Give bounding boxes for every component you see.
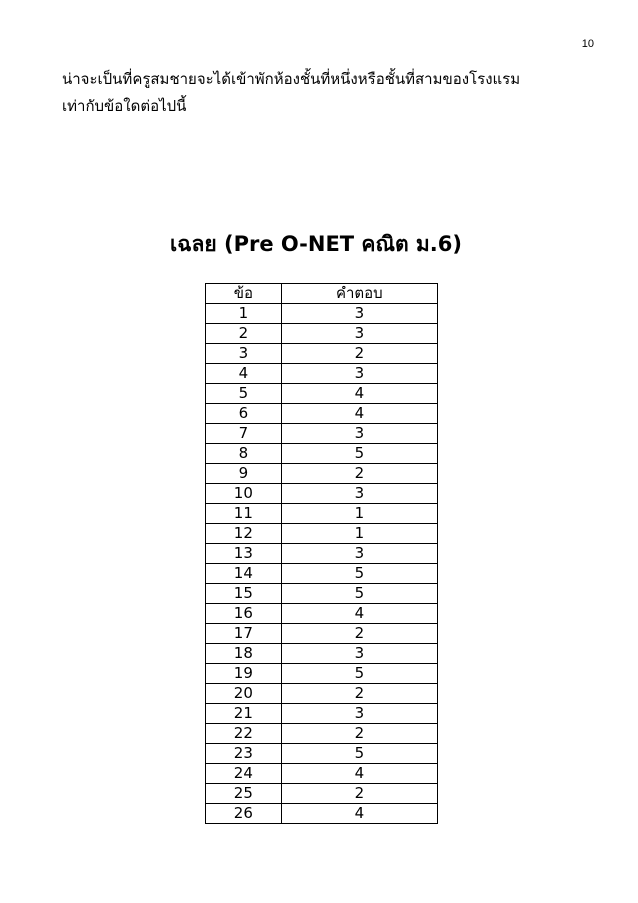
table-row: [206, 744, 438, 764]
table-row: [206, 644, 438, 664]
table-row: [206, 544, 438, 564]
question-number-cell: 7: [206, 424, 282, 444]
table-row: [206, 364, 438, 384]
table-row: [206, 524, 438, 544]
question-number-cell: 6: [206, 404, 282, 424]
question-number-cell: 9: [206, 464, 282, 484]
table-row: [206, 344, 438, 364]
table-row: [206, 504, 438, 524]
answer-cell: 5: [281, 564, 437, 584]
header-question-number: ข้อ: [206, 284, 282, 304]
question-number-cell: 14: [206, 564, 282, 584]
answer-key-table: [205, 283, 438, 824]
answer-cell: 3: [281, 304, 437, 324]
answer-cell: 5: [281, 744, 437, 764]
question-number-cell: 17: [206, 624, 282, 644]
question-number-cell: 24: [206, 764, 282, 784]
answer-cell: 2: [281, 344, 437, 364]
answer-cell: 4: [281, 804, 437, 824]
answer-cell: 1: [281, 524, 437, 544]
page-number: 10: [581, 38, 594, 50]
answer-cell: 2: [281, 464, 437, 484]
question-number-cell: 18: [206, 644, 282, 664]
answer-cell: 2: [281, 724, 437, 744]
answer-cell: 5: [281, 444, 437, 464]
question-number-cell: 10: [206, 484, 282, 504]
question-number-cell: 25: [206, 784, 282, 804]
table-row: [206, 624, 438, 644]
question-number-cell: 1: [206, 304, 282, 324]
answer-cell: 3: [281, 324, 437, 344]
question-number-cell: 3: [206, 344, 282, 364]
answer-rows: [206, 304, 438, 824]
answer-cell: 2: [281, 684, 437, 704]
table-row: [206, 304, 438, 324]
question-number-cell: 8: [206, 444, 282, 464]
table-row: [206, 804, 438, 824]
table-header-row: [206, 284, 438, 304]
answer-cell: 3: [281, 364, 437, 384]
question-number-cell: 23: [206, 744, 282, 764]
question-number-cell: 15: [206, 584, 282, 604]
question-number-cell: 20: [206, 684, 282, 704]
table-row: [206, 724, 438, 744]
table-row: [206, 384, 438, 404]
question-number-cell: 16: [206, 604, 282, 624]
question-number-cell: 4: [206, 364, 282, 384]
question-number-cell: 26: [206, 804, 282, 824]
answer-cell: 3: [281, 644, 437, 664]
question-number-cell: 19: [206, 664, 282, 684]
table-row: [206, 424, 438, 444]
table-row: [206, 444, 438, 464]
table-row: [206, 464, 438, 484]
question-number-cell: 21: [206, 704, 282, 724]
answer-cell: 3: [281, 704, 437, 724]
table-row: [206, 684, 438, 704]
answer-cell: 4: [281, 604, 437, 624]
question-text: [62, 66, 602, 120]
header-answer: คำตอบ: [281, 284, 437, 304]
question-line-2: เท่ากับข้อใดต่อไปนี้: [62, 97, 187, 115]
table-row: [206, 404, 438, 424]
question-number-cell: 12: [206, 524, 282, 544]
answer-key-title-text: เฉลย (Pre O-NET คณิต ม.6): [170, 232, 462, 256]
answer-cell: 3: [281, 484, 437, 504]
answer-cell: 5: [281, 584, 437, 604]
table-row: [206, 604, 438, 624]
table-row: [206, 564, 438, 584]
answer-cell: 2: [281, 624, 437, 644]
answer-cell: 4: [281, 384, 437, 404]
answer-cell: 5: [281, 664, 437, 684]
table-row: [206, 584, 438, 604]
table-row: [206, 784, 438, 804]
table-row: [206, 704, 438, 724]
answer-cell: 4: [281, 764, 437, 784]
answer-cell: 1: [281, 504, 437, 524]
answer-cell: 2: [281, 784, 437, 804]
answer-cell: 3: [281, 424, 437, 444]
answer-cell: 3: [281, 544, 437, 564]
question-number-cell: 13: [206, 544, 282, 564]
answer-key-title: [0, 228, 638, 261]
answer-cell: 4: [281, 404, 437, 424]
table-row: [206, 324, 438, 344]
question-number-cell: 11: [206, 504, 282, 524]
table-row: [206, 764, 438, 784]
question-number-cell: 2: [206, 324, 282, 344]
table-row: [206, 484, 438, 504]
table-row: [206, 664, 438, 684]
question-number-cell: 5: [206, 384, 282, 404]
question-line-1: น่าจะเป็นที่ครูสมชายจะได้เข้าพักห้องชั้นที่หนึ่งหรือชั้นที่สามของโรงแรม: [62, 70, 521, 88]
question-number-cell: 22: [206, 724, 282, 744]
